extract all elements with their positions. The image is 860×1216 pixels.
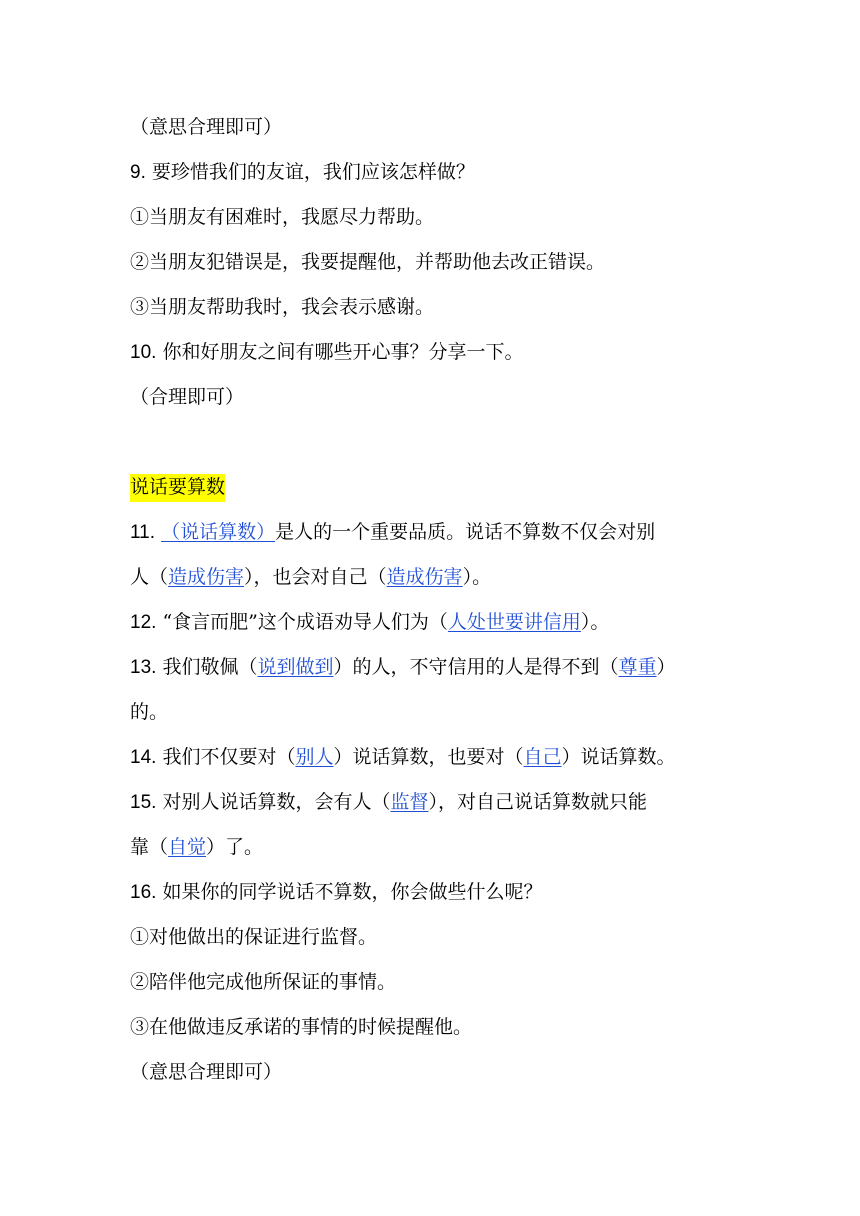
question-number: 10.	[130, 342, 157, 363]
question-13-cont: 的。	[130, 701, 169, 723]
answer-line: ①对他做出的保证进行监督。	[130, 926, 378, 948]
answer-blank: 自觉	[168, 836, 207, 858]
question-text: ）了。	[206, 836, 264, 858]
answer-line: ②陪伴他完成他所保证的事情。	[130, 971, 397, 993]
question-text: ）的人，不守信用的人是得不到（	[333, 656, 619, 678]
question-number: 15.	[130, 792, 157, 813]
question-number: 14.	[130, 747, 157, 768]
question-text: 你和好朋友之间有哪些开心事？分享一下。	[162, 341, 524, 363]
question-text: ），对自己说话算数就只能	[428, 791, 648, 813]
question-text: 对别人说话算数，会有人（	[162, 791, 391, 813]
note-line: （意思合理即可）	[130, 1061, 283, 1083]
question-text: ）说话算数。	[561, 746, 676, 768]
question-9	[130, 160, 740, 185]
question-text: “食言而肥”这个成语劝导人们为（	[162, 611, 448, 633]
answer-line: ③在他做违反承诺的事情的时候提醒他。	[130, 1016, 473, 1038]
question-11	[130, 520, 740, 545]
question-text: ）。	[580, 611, 610, 633]
question-text: 人（	[130, 566, 169, 588]
answer-blank: 人处世要讲信用	[447, 611, 581, 633]
question-text: 我们不仅要对（	[162, 746, 296, 768]
question-15	[130, 790, 740, 815]
question-text: ）。	[462, 566, 492, 588]
question-11-cont	[130, 565, 740, 589]
answer-line: ①当朋友有困难时，我愿尽力帮助。	[130, 206, 435, 228]
question-13	[130, 655, 740, 680]
answer-blank: 尊重	[618, 656, 657, 678]
question-number: 12.	[130, 612, 157, 633]
question-text: ）说话算数，也要对（	[333, 746, 524, 768]
question-text: ），也会对自己（	[244, 566, 387, 588]
answer-blank: 造成伤害	[386, 566, 463, 588]
question-14	[130, 745, 740, 770]
question-12	[130, 610, 740, 635]
question-text: 是人的一个重要品质。说话不算数不仅会对别	[275, 521, 656, 543]
section-heading	[130, 475, 740, 499]
note-line: （意思合理即可）	[130, 116, 283, 138]
answer-blank: 造成伤害	[168, 566, 245, 588]
answer-line: ②当朋友犯错误是，我要提醒他，并帮助他去改正错误。	[130, 251, 606, 273]
question-text: 靠（	[130, 836, 169, 858]
question-number: 13.	[130, 657, 157, 678]
question-text: ）	[656, 656, 676, 678]
question-16	[130, 880, 740, 905]
section-heading-text: 说话要算数	[130, 474, 225, 502]
answer-line: ③当朋友帮助我时，我会表示感谢。	[130, 296, 435, 318]
question-number: 16.	[130, 882, 157, 903]
answer-blank: 监督	[390, 791, 429, 813]
answer-blank: （说话算数）	[161, 521, 276, 543]
question-text: 如果你的同学说话不算数，你会做些什么呢？	[162, 881, 543, 903]
answer-blank: 说到做到	[257, 656, 334, 678]
question-15-cont	[130, 835, 740, 859]
question-text: 我们敬佩（	[162, 656, 258, 678]
note-line: （合理即可）	[130, 386, 245, 408]
answer-blank: 别人	[295, 746, 334, 768]
question-text: 要珍惜我们的友谊，我们应该怎样做？	[151, 161, 475, 183]
question-number: 11.	[130, 522, 156, 543]
question-number: 9.	[130, 162, 146, 183]
answer-blank: 自己	[523, 746, 562, 768]
question-10	[130, 340, 740, 365]
